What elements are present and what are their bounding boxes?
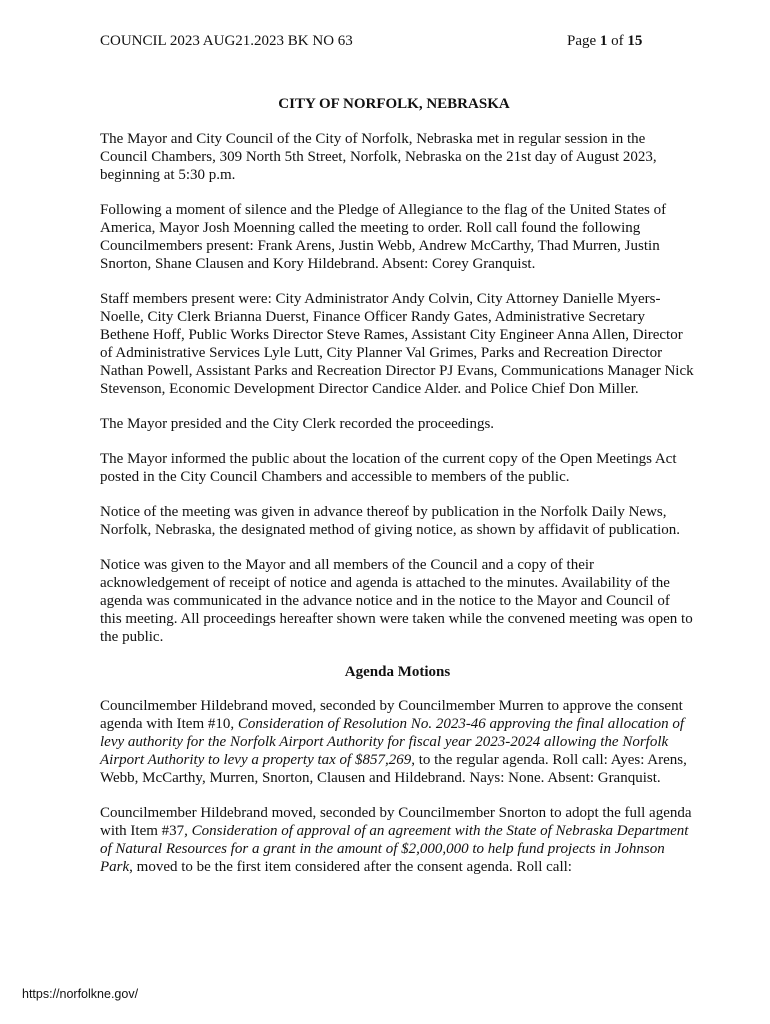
motion-text: Councilmember Hildebrand moved, seconded by Councilmember Snorton to adopt the full agenda with Item #37 bbox=[100, 805, 692, 839]
motion-text: Councilmember Hildebrand moved, seconded by Councilmember Murren to approve the consent agenda with Item #10, bbox=[100, 698, 683, 732]
paragraph-notice-publication: Notice of the meeting was given in advance thereof by publication in the Norfolk Daily News, Norfolk, Nebraska, the designated method of giving notice, as shown by affidavit of publication. bbox=[100, 504, 681, 538]
page-label: Page bbox=[567, 33, 600, 49]
page-number bbox=[567, 31, 642, 51]
agenda-motion-full bbox=[100, 804, 695, 876]
paragraph-session: The Mayor and City Council of the City of Norfolk, Nebraska met in regular session in the Council Chambers, 309 North 5th Street, Norfolk, Nebraska on the 21st day of August 2023, beginning at 5:30 p.m. bbox=[100, 131, 657, 183]
motion-item-title: Consideration of Resolution No. 2023-46 approving the final allocation of levy authority for the Norfolk Airport Authority for fiscal year 2023-2024 allowing the Norfolk Airport Authority to levy a property tax of $857,269 bbox=[100, 716, 684, 768]
motion-text-tail: , moved to be the first item considered after the consent agenda. Roll call: bbox=[129, 859, 572, 875]
agenda-motion-consent bbox=[100, 697, 695, 787]
motion-item-title: , Consideration of approval of an agreement with the State of Nebraska Department of Natural Resources for a grant in the amount of $2,000,000 to help fund projects in Johnson Park bbox=[100, 823, 689, 875]
document-title: CITY OF NORFOLK, NEBRASKA bbox=[278, 96, 510, 112]
agenda-heading: Agenda Motions bbox=[344, 664, 451, 680]
document-body bbox=[100, 130, 695, 893]
paragraph-open-meetings: The Mayor informed the public about the location of the current copy of the Open Meetings Act posted in the City Council Chambers and accessible to members of the public. bbox=[100, 451, 677, 485]
document-header-title: COUNCIL 2023 AUG21.2023 BK NO 63 bbox=[100, 33, 353, 49]
paragraph-presided: The Mayor presided and the City Clerk recorded the proceedings. bbox=[100, 416, 495, 432]
paragraph-staff: Staff members present were: City Administrator Andy Colvin, City Attorney Danielle Myers-Noelle, City Clerk Brianna Duerst, Finance Officer Randy Gates, Administrative Secretary Bethene Hoff, Public Works Director Steve Rames, Assistant City Engineer Anna Allen, Director of Administrative Services Lyle Lutt, City Planner Val Grimes, Parks and Recreation Director Nathan Powell, Assistant Parks and Recreation Director PJ Evans, Communications Manager Nick Stevenson, Economic Development Director Candice Alder. and Police Chief Don Miller. bbox=[100, 291, 694, 397]
page-total: 15 bbox=[627, 33, 643, 49]
page-of: of bbox=[607, 33, 628, 49]
footer-url[interactable]: https://norfolkne.gov/ bbox=[22, 987, 139, 1001]
paragraph-roll-call: Following a moment of silence and the Pledge of Allegiance to the flag of the United States of America, Mayor Josh Moenning called the meeting to order. Roll call found the following Councilmembers present: Frank Arens, Justin Webb, Andrew McCarthy, Thad Murren, Justin Snorton, Shane Clausen and Kory Hildebrand. Absent: Corey Granquist. bbox=[100, 202, 667, 272]
paragraph-notice-council: Notice was given to the Mayor and all members of the Council and a copy of their acknowledgement of receipt of notice and agenda is attached to the minutes. Availability of the agenda was communicated in the advance notice and in the notice to the Mayor and Council of this meeting. All proceedings hereafter shown were taken while the convened meeting was open to the public. bbox=[100, 557, 693, 645]
motion-text-tail: , to the regular agenda. Roll call: Ayes: Arens, Webb, McCarthy, Murren, Snorton, Clausen and Hildebrand. Nays: None. Absent: Granquist. bbox=[100, 752, 687, 786]
page-current: 1 bbox=[599, 33, 608, 49]
